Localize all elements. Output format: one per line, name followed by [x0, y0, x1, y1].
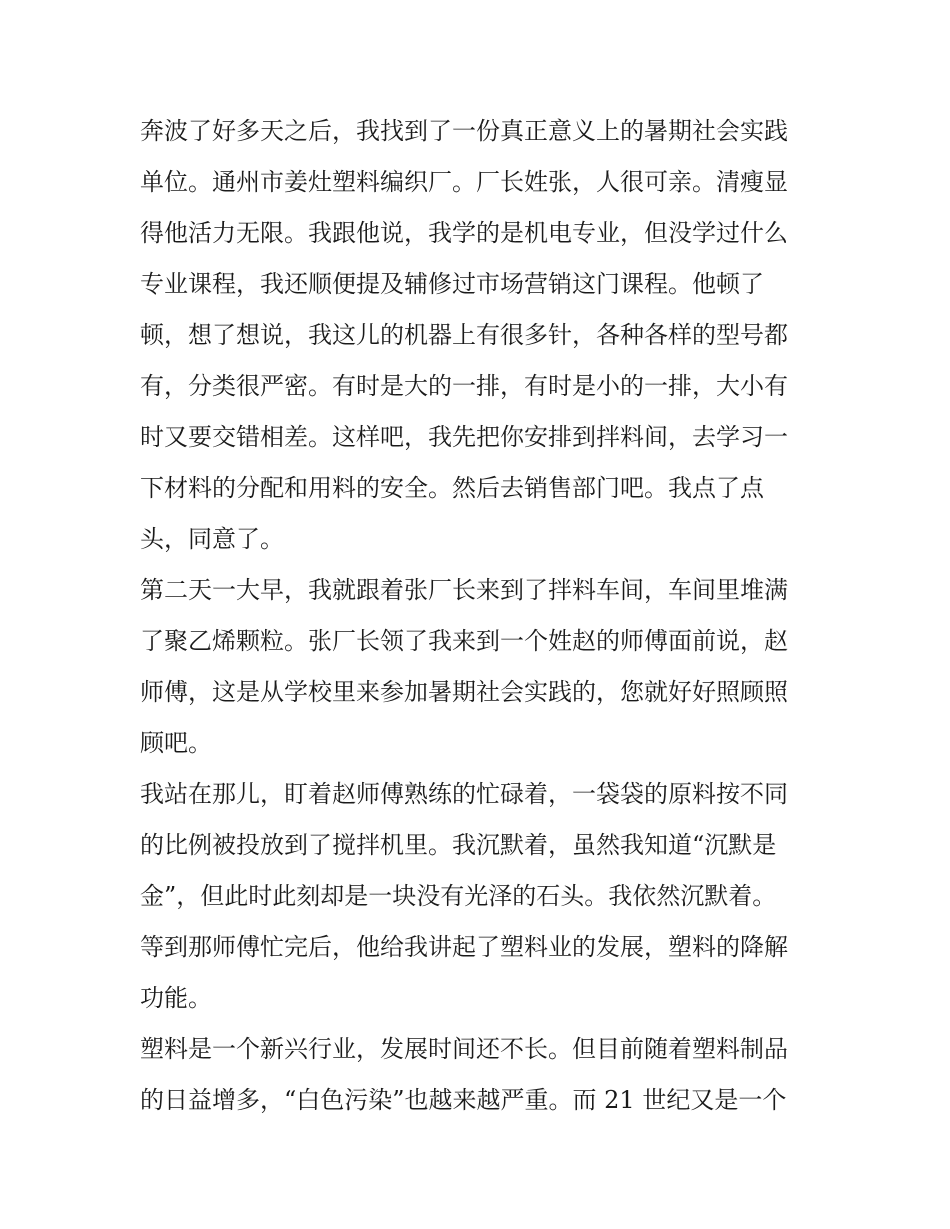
text-line: 了聚乙烯颗粒。张厂长领了我来到一个姓赵的师傅面前说，赵 [140, 627, 788, 655]
text-line: 师傅，这是从学校里来参加暑期社会实践的，您就好好照顾照 [140, 678, 788, 706]
text-line: 的日益增多，“白色污染”也越来越严重。而 21 世纪又是一个 [140, 1086, 787, 1114]
text-line: 单位。通州市姜灶塑料编织厂。厂长姓张，人很可亲。清瘦显 [140, 168, 788, 196]
text-line: 奔波了好多天之后，我找到了一份真正意义上的暑期社会实践 [140, 117, 788, 145]
text-line: 我站在那儿，盯着赵师傅熟练的忙碌着，一袋袋的原料按不同 [140, 780, 788, 808]
text-line: 的比例被投放到了搅拌机里。我沉默着，虽然我知道“沉默是 [140, 831, 777, 859]
text-line: 得他活力无限。我跟他说，我学的是机电专业，但没学过什么 [140, 219, 788, 247]
text-line: 顿，想了想说，我这儿的机器上有很多针，各种各样的型号都 [140, 321, 788, 349]
body-text [140, 106, 815, 1126]
text-line: 功能。 [140, 984, 212, 1012]
text-line: 塑料是一个新兴行业，发展时间还不长。但目前随着塑料制品 [140, 1035, 788, 1063]
text-line: 第二天一大早，我就跟着张厂长来到了拌料车间，车间里堆满 [140, 576, 788, 604]
text-line: 顾吧。 [140, 729, 212, 757]
text-line: 金”，但此时此刻却是一块没有光泽的石头。我依然沉默着。 [140, 882, 777, 910]
text-line: 专业课程，我还顺便提及辅修过市场营销这门课程。他顿了 [140, 270, 764, 298]
text-line: 头，同意了。 [140, 525, 284, 553]
text-line: 有，分类很严密。有时是大的一排，有时是小的一排，大小有 [140, 372, 788, 400]
text-line: 时又要交错相差。这样吧，我先把你安排到拌料间，去学习一 [140, 423, 788, 451]
text-line: 下材料的分配和用料的安全。然后去销售部门吧。我点了点 [140, 474, 764, 502]
text-line: 等到那师傅忙完后，他给我讲起了塑料业的发展，塑料的降解 [140, 933, 788, 961]
